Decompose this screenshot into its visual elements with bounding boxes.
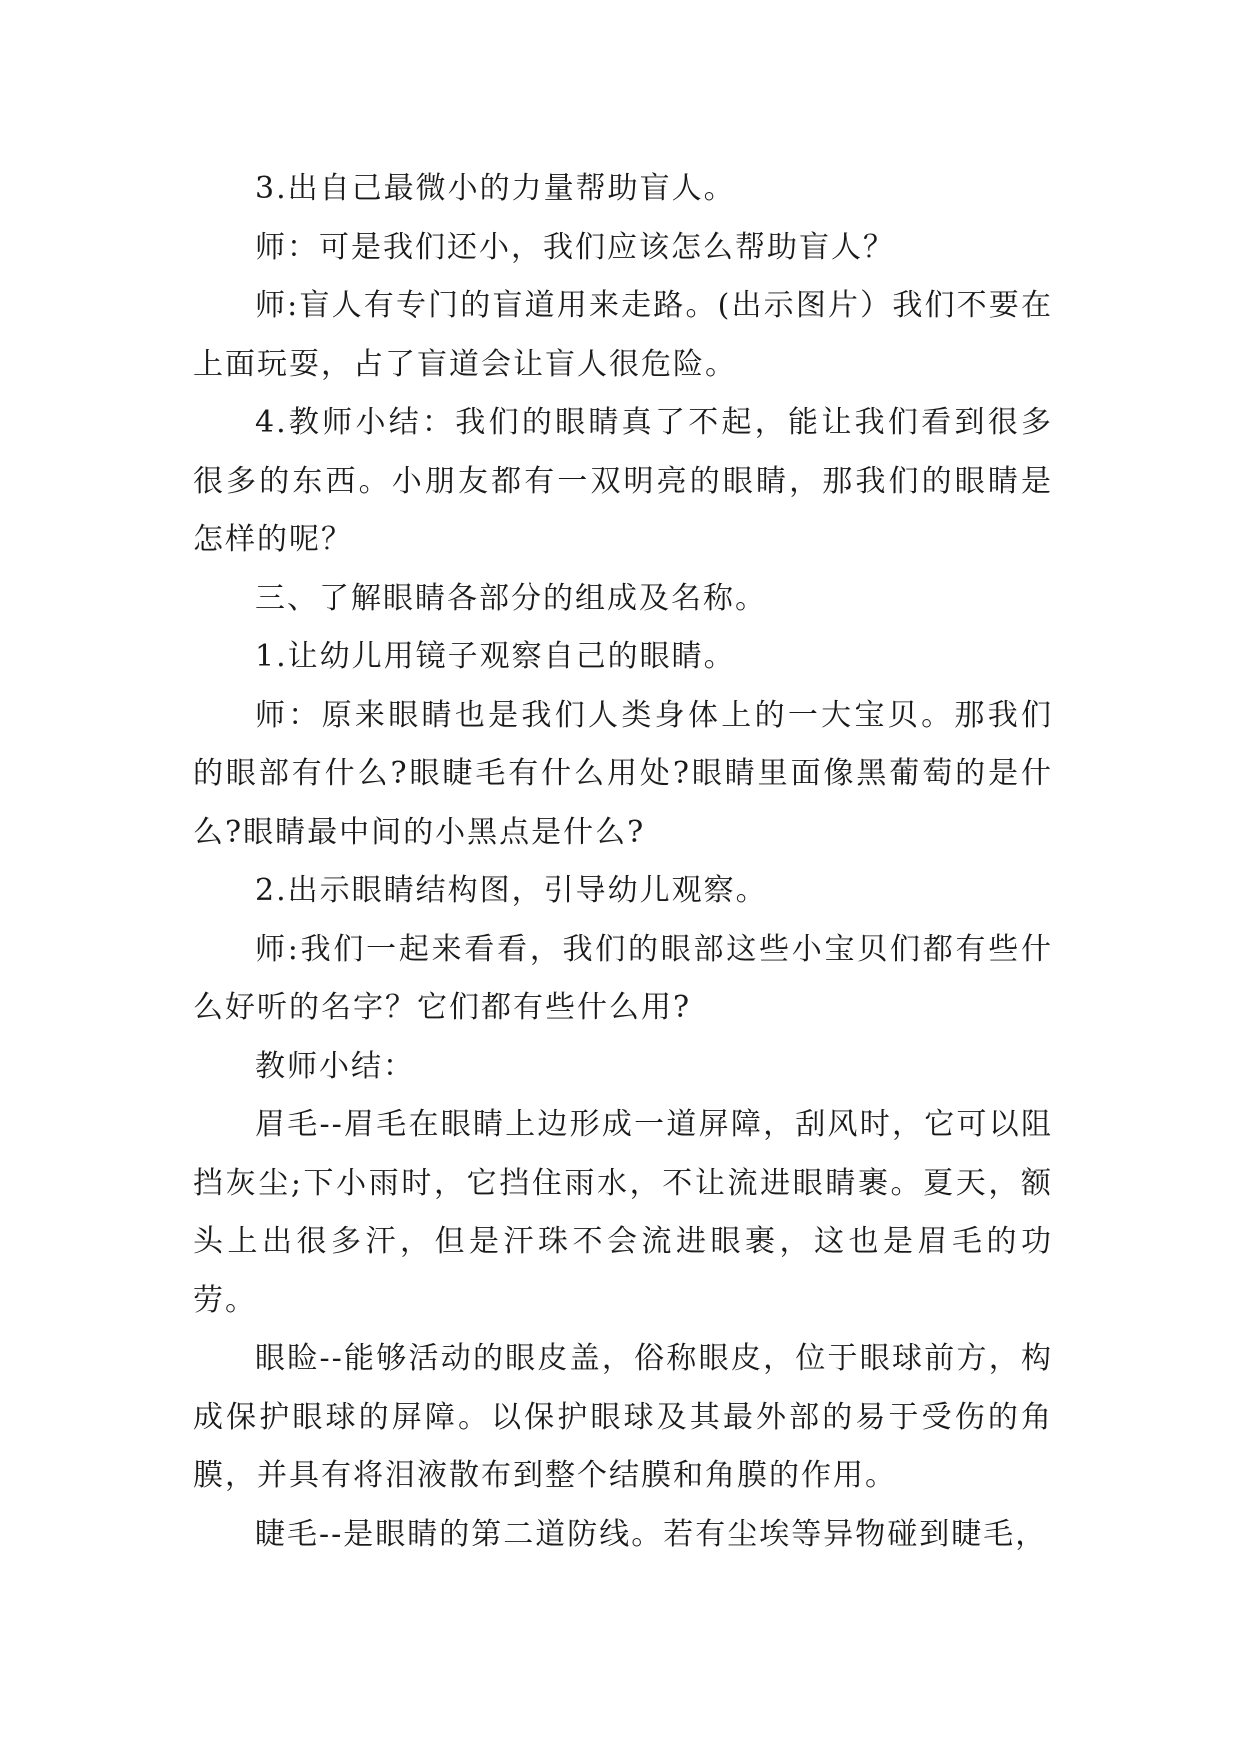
- paragraph-structure-diagram: 2.出示眼睛结构图，引导幼儿观察。: [255, 873, 768, 908]
- paragraph-eyelash: 睫毛--是眼睛的第二道防线。若有尘埃等异物碰到睫毛，: [255, 1516, 1048, 1552]
- paragraph-teacher-question: 师：可是我们还小，我们应该怎么帮助盲人？: [255, 229, 895, 265]
- document-body: [193, 160, 1053, 1564]
- paragraph-step-3: 3.出自己最微小的力量帮助盲人。: [255, 171, 736, 206]
- paragraph-blind-path: 师:盲人有专门的盲道用来走路。(出示图片）我们不要在上面玩耍，占了盲道会让盲人很危险。: [193, 288, 1053, 382]
- paragraph-mirror-observe: 1.让幼儿用镜子观察自己的眼睛。: [255, 639, 736, 674]
- paragraph-step-4-summary: 4.教师小结：我们的眼睛真了不起，能让我们看到很多很多的东西。小朋友都有一双明亮的眼睛，那我们的眼睛是怎样的呢？: [193, 405, 1053, 557]
- paragraph-eyelid: 眼睑--能够活动的眼皮盖，俗称眼皮，位于眼球前方，构成保护眼球的屏障。以保护眼球及其最外部的易于受伤的角膜，并具有将泪液散布到整个结膜和角膜的作用。: [193, 1341, 1053, 1493]
- section-heading-3: 三、了解眼睛各部分的组成及名称。: [255, 580, 767, 616]
- paragraph-eyebrow: 眉毛--眉毛在眼睛上边形成一道屏障，刮风时，它可以阻挡灰尘;下小雨时，它挡住雨水，不让流进眼睛裹。夏天，额头上出很多汗，但是汗珠不会流进眼裹，这也是眉毛的功劳。: [193, 1107, 1053, 1318]
- paragraph-teacher-summary: 教师小结：: [255, 1048, 415, 1084]
- paragraph-eye-treasure: 师：原来眼睛也是我们人类身体上的一大宝贝。那我们的眼部有什么?眼睫毛有什么用处?眼睛里面像黑葡萄的是什么?眼睛最中间的小黑点是什么?: [193, 697, 1053, 850]
- paragraph-names: 师:我们一起来看看，我们的眼部这些小宝贝们都有些什么好听的名字？它们都有些什么用?: [193, 931, 1053, 1025]
